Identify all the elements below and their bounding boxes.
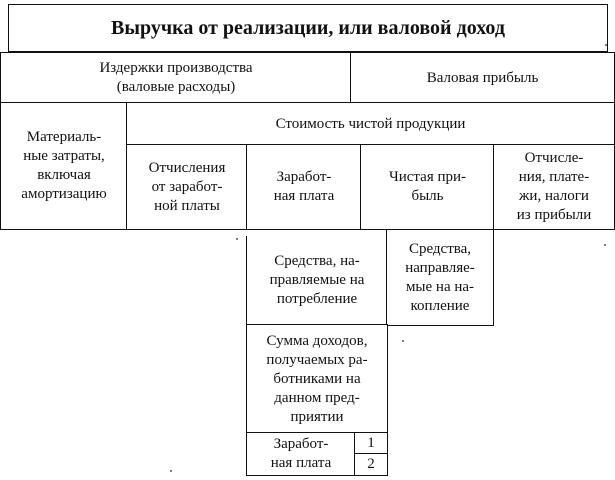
wages-bottom-label: Заработ- ная плата [270,436,332,471]
scan-speck [170,470,172,472]
gross-profit-box [350,52,615,104]
wages-box [246,144,362,230]
consumption-funds-box [246,236,388,326]
scan-speck [604,244,606,246]
gross-profit-label: Валовая прибыль [426,69,539,86]
production-costs-label: Издержки производства (валовые расходы) [99,60,253,95]
num-1-box [354,432,388,455]
net-profit-box [360,144,495,230]
material-costs-label: Материаль- ные затраты, включая амортизацию [21,129,107,202]
title-box [8,4,608,52]
consumption-funds-label: Средства, на- правляемые на потребление [269,253,365,307]
num-2-box [354,453,388,476]
production-costs-box [0,52,352,104]
scan-speck [236,238,238,240]
accumulation-funds-label: Средства, направляе- мые на на- копление [405,240,475,314]
net-product-value-label: Стоимость чистой продукции [275,115,466,132]
wage-deductions-box [126,144,248,230]
income-sum-label: Сумма доходов, получаемых ра- ботниками на данном пред- приятии [266,332,368,425]
scan-speck [402,340,404,342]
profit-deductions-label: Отчисле- ния, плате- жи, налоги из прибыли [516,150,592,223]
wages-bottom-box [246,432,356,476]
profit-deductions-box [493,144,615,230]
wage-deductions-label: Отчисления от заработ- ной платы [148,159,226,214]
wages-label: Заработ- ная плата [273,169,335,204]
accumulation-funds-box [386,230,494,326]
num-2-label: 2 [367,456,375,472]
diagram-title: Выручка от реализации, или валовой доход [111,16,505,39]
material-costs-box [0,102,128,230]
num-1-label: 1 [367,435,375,451]
scan-speck [605,44,607,46]
net-profit-label: Чистая при- быль [388,169,467,204]
income-sum-box [246,324,388,434]
net-product-value-box [126,102,615,146]
